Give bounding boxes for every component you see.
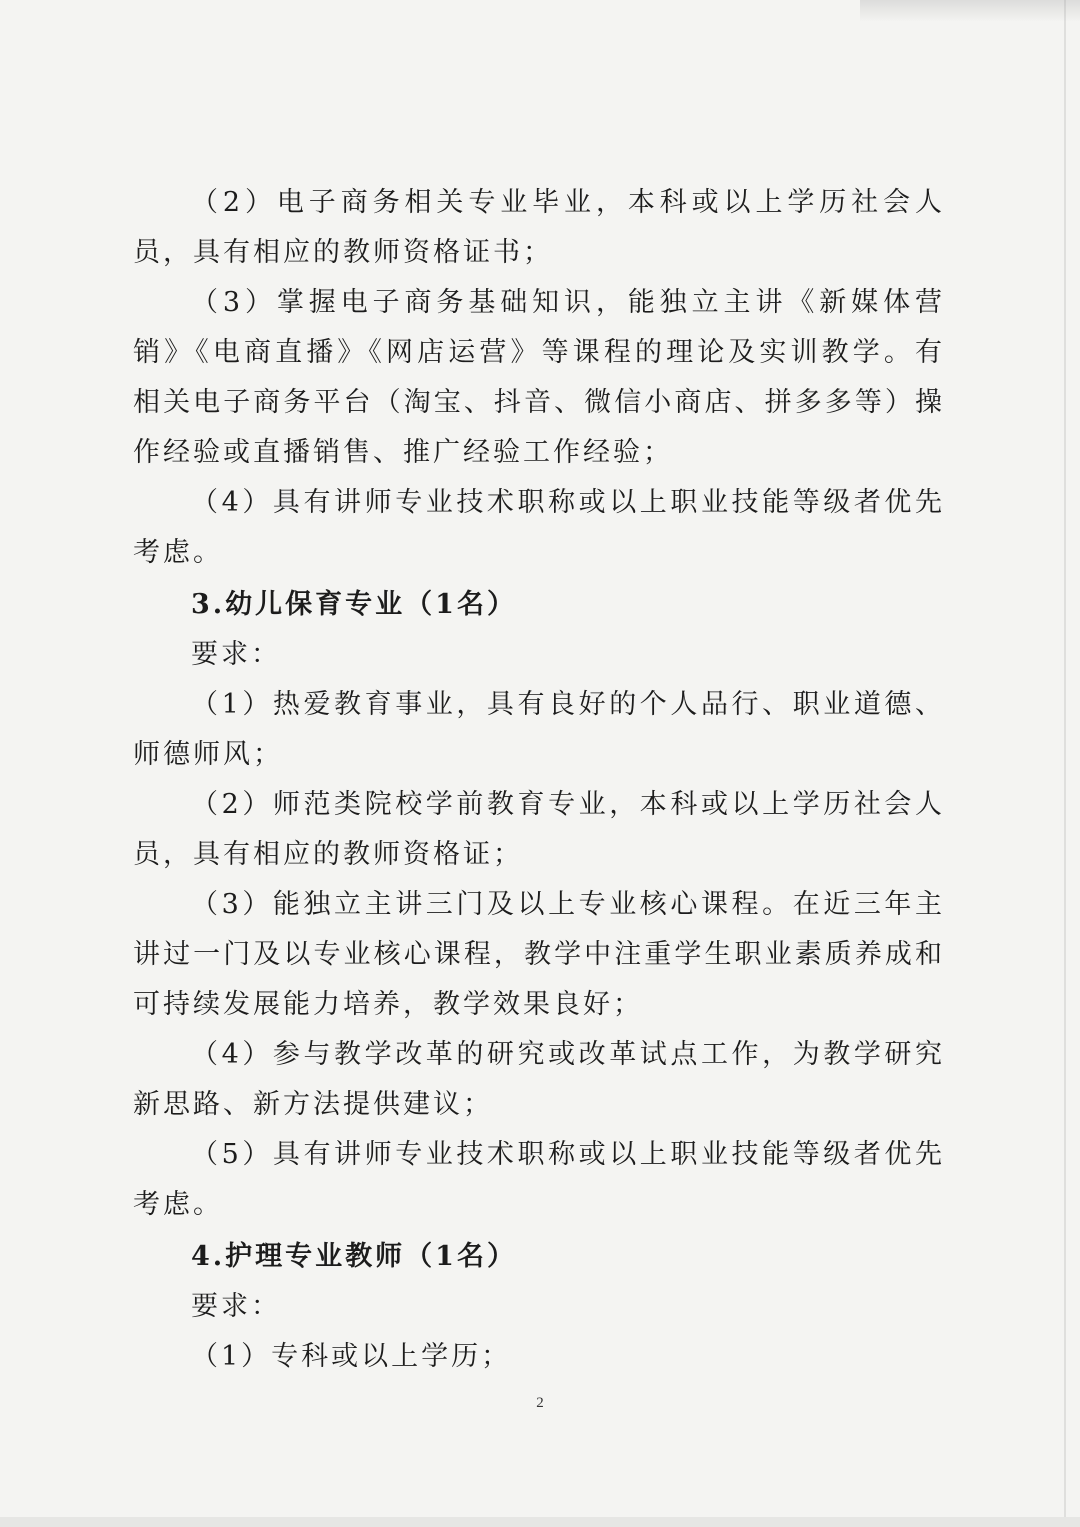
section-heading: 3.幼儿保育专业（1名） bbox=[191, 589, 517, 620]
page-number: 2 bbox=[536, 1395, 544, 1411]
section-heading: 4.护理专业教师（1名） bbox=[191, 1241, 517, 1272]
document-body bbox=[133, 178, 945, 1382]
paragraph: 要求： bbox=[191, 1291, 281, 1322]
paragraph: （3）掌握电子商务基础知识，能独立主讲《新媒体营销》《电商直播》《网店运营》等课程的理论及实训教学。有相关电子商务平台（淘宝、抖音、微信小商店、拼多多等）操作经验或直播销售、推广经验工作经验； bbox=[133, 287, 945, 468]
paragraph: （2）师范类院校学前教育专业，本科或以上学历社会人员，具有相应的教师资格证； bbox=[133, 789, 945, 870]
paragraph: （1）热爱教育事业，具有良好的个人品行、职业道德、师德师风； bbox=[133, 689, 945, 770]
scan-bottom-band bbox=[0, 1517, 1080, 1527]
scan-edge-line bbox=[1064, 0, 1066, 1527]
paragraph: （4）具有讲师专业技术职称或以上职业技能等级者优先考虑。 bbox=[133, 487, 945, 568]
paragraph: 要求： bbox=[191, 639, 281, 670]
paragraph: （5）具有讲师专业技术职称或以上职业技能等级者优先考虑。 bbox=[133, 1139, 945, 1220]
paragraph: （2）电子商务相关专业毕业，本科或以上学历社会人员，具有相应的教师资格证书； bbox=[133, 187, 945, 268]
paragraph: （4）参与教学改革的研究或改革试点工作，为教学研究新思路、新方法提供建议； bbox=[133, 1039, 945, 1120]
paragraph: （3）能独立主讲三门及以上专业核心课程。在近三年主讲过一门及以专业核心课程，教学中注重学生职业素质养成和可持续发展能力培养，教学效果良好； bbox=[133, 889, 945, 1020]
scan-artifact-top bbox=[860, 0, 1080, 22]
paragraph: （1）专科或以上学历； bbox=[191, 1341, 512, 1372]
